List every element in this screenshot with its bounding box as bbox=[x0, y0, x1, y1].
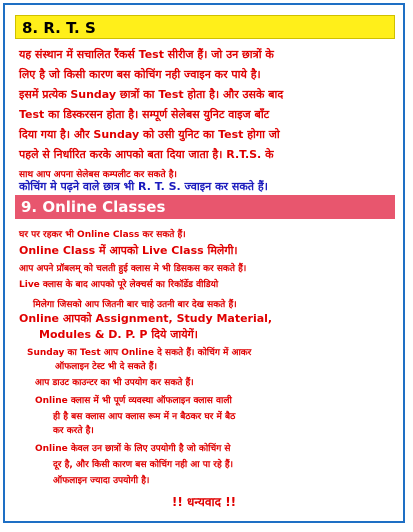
online-line-8: Sunday का Test आप Online दे सकते हैं। कोचिंग में आकर bbox=[27, 348, 252, 358]
online-line-11: Online क्लास में भी पूर्ण व्यवस्था ऑफलाइन क्लास वाली bbox=[35, 396, 232, 406]
rts-highlight: कोचिंग मे पढ़ने वाले छात्र भी R. T. S. ज्वाइन कर सकते हैं। bbox=[19, 180, 268, 193]
online-line-9: ऑफलाइन टेस्ट भी दे सकते हैं। bbox=[55, 362, 157, 372]
online-line-7: Modules & D. P. P दिये जायेगें। bbox=[39, 328, 198, 341]
section-heading-rts: 8. R. T. S bbox=[15, 15, 395, 39]
section-heading-online-classes: 9. Online Classes bbox=[15, 195, 395, 219]
online-line-15: दूर है, और किसी कारण बस कोचिंग नही आ पा रहे हैं। bbox=[53, 460, 234, 470]
rts-line-5: दिया गया है। और Sunday को उसी युनिट का Test होगा जो bbox=[19, 128, 280, 141]
online-line-4: Live क्लास के बाद आपको पूरे लेक्चर्स का रिकॉर्डेड वीडियो bbox=[19, 280, 219, 290]
online-line-12: ही है बस क्लास आप क्लास रूम में न बैठकर घर में बैठ bbox=[53, 412, 236, 422]
online-line-13: कर करते है। bbox=[53, 426, 94, 436]
rts-line-3: इसमें प्रत्येक Sunday छात्रों का Test होता है। और उसके बाद bbox=[19, 88, 284, 101]
rts-line-6: पहले से निर्धारित करके आपको बता दिया जाता है। R.T.S. के bbox=[19, 148, 274, 161]
page-frame bbox=[3, 3, 405, 523]
online-line-6: Online आपको Assignment, Study Material, bbox=[19, 312, 273, 325]
online-line-10: आप डाउट काउन्टर का भी उपयोग कर सकते हैं। bbox=[35, 378, 194, 388]
online-line-5: मिलेगा जिसको आप जितनी बार चाहे उतनी बार देख सकते हैं। bbox=[33, 300, 237, 310]
rts-line-2: लिए है जो किसी कारण बस कोचिंग नही ज्वाइन कर पाये है। bbox=[19, 68, 261, 81]
online-line-16: ऑफलाइन ज्यादा उपयोगी है। bbox=[53, 476, 150, 486]
rts-line-1: यह संस्थान में सचालित रैंकर्स Test सीरीज हैं। जो उन छात्रों के bbox=[19, 48, 274, 61]
closing-thanks: !! धन्यवाद !! bbox=[171, 495, 237, 509]
online-line-14: Online केवल उन छात्रों के लिए उपयोगी है जो कोचिंग से bbox=[35, 444, 231, 454]
online-line-2: Online Class में आपको Live Class मिलेगी। bbox=[19, 244, 238, 257]
online-line-1: घर पर रहकर भी Online Class कर सकते हैं। bbox=[19, 230, 186, 240]
rts-line-7: साथ आप अपना सेलेबस कम्पलीट कर सकते है। bbox=[19, 170, 177, 180]
rts-line-4: Test का डिस्करसन होता है। सम्पूर्ण सेलेबस युनिट वाइज बाँट bbox=[19, 108, 270, 121]
online-line-3: आप अपने प्रॉबलम् को चलती हुई क्लास मे भी डिसकस कर सकते हैं। bbox=[19, 264, 247, 274]
